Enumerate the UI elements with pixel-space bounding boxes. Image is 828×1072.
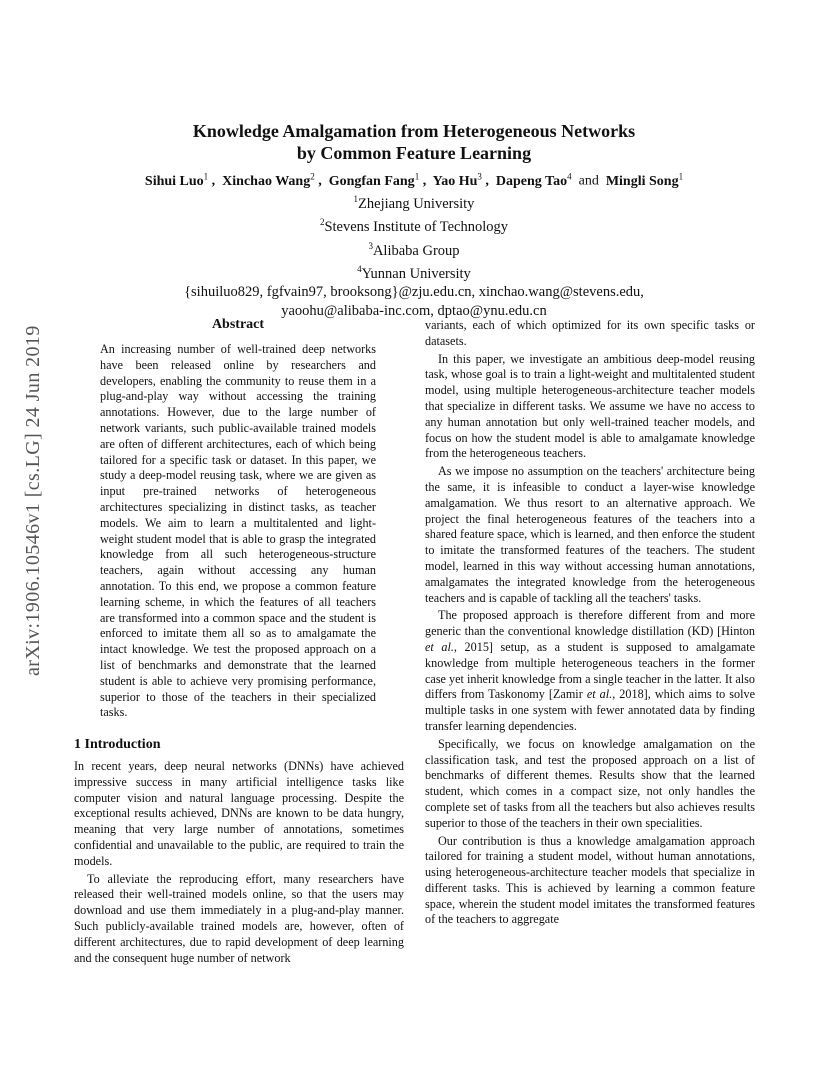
- affiliation: $^4$Yunnan University: [357, 263, 471, 282]
- abstract-section: [100, 317, 376, 721]
- intro-paragraph-1: In recent years, deep neural networks (DNNs) have achieved impressive success in many artificial intelligence tasks like computer vision and natural language processing. Despite the exceptional results achieved, DNNs are known to be data hungry, meaning that very large number of annotations, sometimes confidential and unavailable to the public, are required to train the models.: [74, 759, 404, 868]
- author: Sihui Luo$^1$: [144, 171, 209, 189]
- intro-paragraph-2: To alleviate the reproducing effort, many researchers have released their well-trained models online, so that the users may download and use them immediately in a plug-and-play manner. Such publicly-available trained models are, however, often of different architectures, due to rapid development of deep learning and the consequent huge number of network: [74, 871, 404, 965]
- title-line-2: by Common Feature Learning: [296, 143, 532, 163]
- author: Gongfan Fang$^1$: [328, 171, 420, 189]
- and-word: and: [578, 173, 599, 189]
- introduction-section: [74, 737, 404, 968]
- title-line-1: Knowledge Amalgamation from Heterogeneous Networks: [192, 121, 636, 141]
- right-column: [425, 318, 755, 930]
- affiliation: $^3$Alibaba Group: [368, 240, 460, 259]
- paper-title: [0, 120, 828, 164]
- author: Dapeng Tao$^4$: [495, 171, 572, 189]
- abstract-body: An increasing number of well-trained deep networks have been released online by researchers and developers, enabling the community to reuse them in a plug-and-play way without accessing the training annotations. However, due to the large number of network variants, such public-available trained models are often of different architectures, each of which being tailored for a specific task or dataset. In this paper, we study a deep-model reusing task, where we are given as input pre-trained networks of heterogeneous architectures specializing in distinct tasks, as teacher models. We aim to learn a multitalented and light-weight student model that is able to grasp the integrated knowledge from all such heterogeneous-structure teachers, again without accessing any human annotation. To this end, we propose a common feature learning scheme, in which the features of all teachers are transformed into a common space and the student is enforced to imitate them all so as to amalgamate the intact knowledge. We test the proposed approach on a list of benchmarks and demonstrate that the learned student is able to achieve very promising performance, superior to those of the teachers in their specialized tasks.: [100, 342, 376, 720]
- right-paragraph-0: variants, each of which optimized for its own specific tasks or datasets.: [425, 318, 755, 348]
- abstract-heading: Abstract: [211, 317, 265, 332]
- right-paragraph-1: In this paper, we investigate an ambitious deep-model reusing task, whose goal is to train a light-weight and multitalented student model, using multiple heterogeneous-architecture teacher models that specialize in different tasks. We assume we have no access to any human annotation but only well-trained teacher models, and focus on how the student model is able to amalgamate knowledge from the heterogeneous teachers.: [425, 351, 755, 461]
- right-paragraph-4: Specifically, we focus on knowledge amalgamation on the classification task, and test the proposed approach on a list of benchmarks of different themes. Results show that the learned student, which comes in a compact size, not only handles the complete set of tasks from all the teachers but also achieves results superior to those of the teachers in their own specialities.: [425, 736, 755, 830]
- affiliations: [0, 190, 828, 320]
- author: Yao Hu$^3$: [432, 171, 482, 189]
- intro-heading: 1 Introduction: [74, 737, 161, 752]
- emails-line-1: {sihuiluo829, fgfvain97, brooksong}@zju.edu.cn, xinchao.wang@stevens.edu,: [184, 284, 644, 301]
- right-paragraph-5: Our contribution is thus a knowledge amalgamation approach tailored for training a student model, without human annotations, using heterogeneous-architecture teacher models that specialize in different tasks. This is achieved by learning a common feature space, wherein the student model imitates the transformed features of the teachers to aggregate: [425, 833, 755, 927]
- author: Mingli Song$^1$: [605, 171, 684, 189]
- affiliation: $^1$Zhejiang University: [353, 194, 475, 212]
- affiliation: $^2$Stevens Institute of Technology: [319, 217, 509, 236]
- author: Xinchao Wang$^2$: [222, 171, 315, 189]
- arxiv-stamp: arXiv:1906.10546v1 [cs.LG] 24 Jun 2019: [22, 325, 44, 676]
- emails-line-2: yaoohu@alibaba-inc.com, dptao@ynu.edu.cn: [281, 302, 547, 319]
- author-list: Sihui Luo$^1$ , Xinchao Wang$^2$ , Gongfan Fang$^1$ , Yao Hu$^3$ , Dapeng Tao$^4$ and Mingli Song$^1$: [144, 171, 684, 189]
- right-paragraph-3: The proposed approach is therefore different from and more generic than the conventional knowledge distillation (KD) [Hinton et al., 2015] setup, as a student is supposed to amalgamate knowledge from multiple heterogeneous teachers in the former case yet inherit knowledge from a single teacher in the latter. It also differs from Taskonomy [Zamir et al., 2018], which aims to solve multiple tasks in one system with fewer annotated data by finding transfer learning dependencies.: [425, 608, 756, 733]
- right-paragraph-2: As we impose no assumption on the teachers' architecture being the same, it is infeasible to conduct a layer-wise knowledge amalgamation. We thus resort to an alternative approach. We project the final heterogeneous features of the teachers into a shared feature space, which is learned, and then enforce the student to imitate the transformed features of the teachers. The student model, learned in this way without accessing human annotations, amalgamates the integrated knowledge from the heterogeneous teachers and is capable of tackling all the teachers' tasks.: [425, 464, 755, 605]
